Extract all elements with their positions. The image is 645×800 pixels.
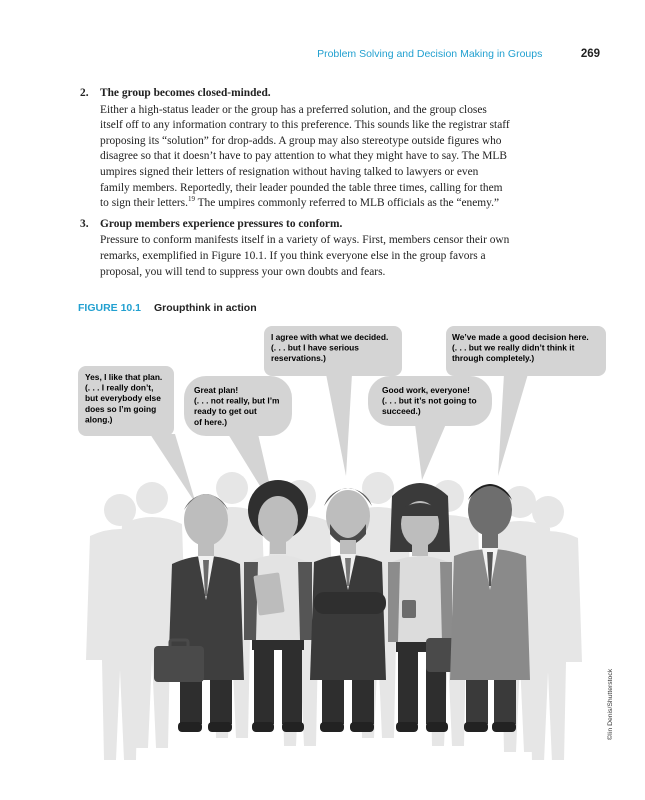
running-title: Problem Solving and Decision Making in Groups	[317, 48, 543, 60]
person-2	[244, 480, 312, 732]
bubble-text-4: Good work, everyone! (. . . but it’s not going to succeed.)	[382, 385, 477, 417]
figure-title: Groupthink in action	[153, 302, 257, 314]
list-item-number: 2.	[80, 87, 89, 99]
bubble-text-2: Great plan! (. . . not really, but I’m ready to get out of here.)	[194, 385, 280, 427]
page-number: 269	[580, 48, 600, 60]
running-head	[0, 44, 600, 62]
photo-credit-text: ©Iin Denis/Shutterstock	[607, 668, 614, 740]
numbered-list	[80, 86, 510, 285]
bubble-text-5: We’ve made a good decision here. (. . . but we really didn’t think it through completely.)	[452, 332, 589, 364]
bubble-text-1: Yes, I like that plan. (. . . I really don’t, but everybody else does so I’m going along.)	[85, 372, 163, 425]
list-item-number: 3.	[80, 217, 89, 230]
list-item-title: The group becomes closed-minded.	[100, 87, 271, 99]
list-item-body-text-end: The umpires commonly referred to MLB officials as the “enemy.”	[194, 197, 500, 210]
figure-label: FIGURE 10.1	[78, 302, 142, 314]
footnote-ref: 19	[187, 195, 195, 204]
photo-credit	[600, 664, 614, 740]
list-item-body-text: Either a high-status leader or the group has a preferred solution, and the group closes itself off to any information contrary to this preference. This sounds like the registrar staff proposing its “solution” for drop-adds. A group may also stereotype outside figures who disagree so that it doesn’t have to pay attention to what they might have to say. The MLB umpires signed their letters of resignation without having talked to lawyers or even family members. Reportedly, their leader pounded the table three times, calling for them to sign their letters.	[100, 103, 510, 210]
list-item-body: Pressure to conform manifests itself in a variety of ways. First, members censor their own remarks, exemplified in Figure 10.1. If you think everyone else in the group favors a proposal, you will tend to suppress your own doubts and fears.	[100, 234, 510, 278]
list-item-body	[100, 103, 510, 212]
list-item-title: Group members experience pressures to conform.	[100, 217, 343, 230]
list-item	[80, 86, 510, 212]
bubble-text-3: I agree with what we decided. (. . . but I have serious reservations.)	[271, 332, 389, 364]
figure-caption	[78, 302, 257, 314]
groupthink-illustration	[0, 320, 645, 760]
list-item	[80, 217, 510, 280]
